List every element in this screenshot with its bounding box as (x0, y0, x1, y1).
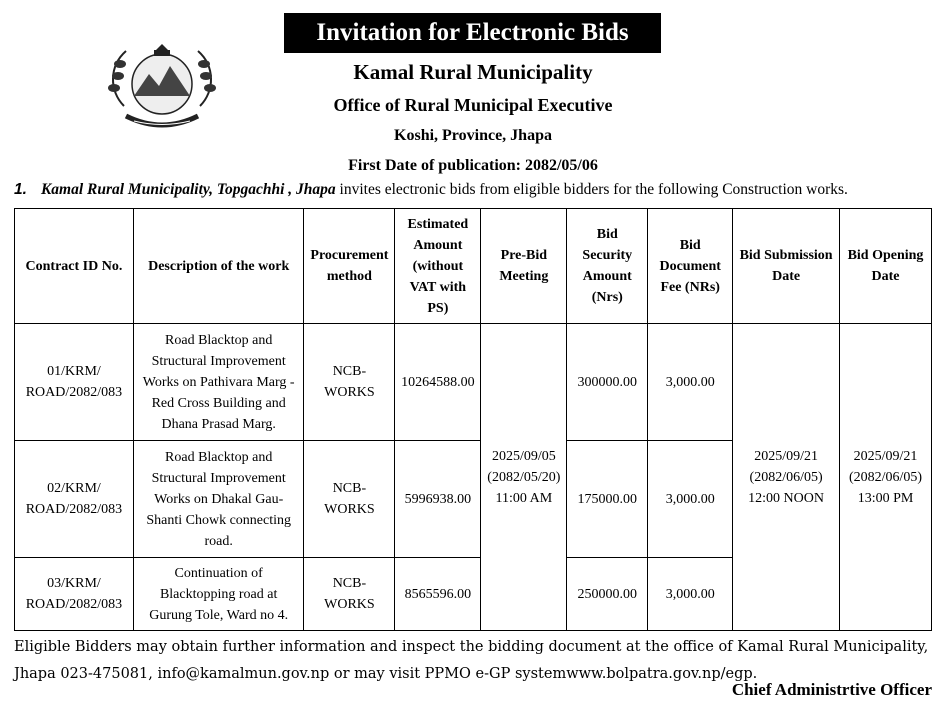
nepal-emblem-icon (104, 36, 220, 136)
description-cell: Road Blacktop and Structural Improvement Works on Pathivara Marg - Red Cross Building and Dhana Prasad Marg. (133, 324, 304, 441)
fee-cell: 3,000.00 (648, 441, 733, 558)
prebid-cell (481, 324, 567, 631)
method-cell: NCB-WORKS (304, 441, 395, 558)
amount-cell: 5996938.00 (395, 441, 481, 558)
opening-time: 13:00 PM (857, 490, 914, 506)
table-row (15, 324, 932, 441)
footer-note: Eligible Bidders may obtain further information and inspect the bidding document at the office of Kamal Rural Municipality, Jhapa 023-475081, info@kamalmun.gov.np or may visit PPMO e-GP systemwww.bolpatra.gov.np/egp. (14, 639, 929, 682)
office-name: Office of Rural Municipal Executive (333, 95, 613, 115)
address: Koshi, Province, Jhapa (394, 127, 552, 144)
header-fee: Bid Document Fee (NRs) (648, 209, 733, 324)
intro-paragraph (14, 181, 848, 199)
opening-date: 2025/09/21 (853, 448, 918, 464)
amount-cell: 10264588.00 (395, 324, 481, 441)
header-security: Bid Security Amount (Nrs) (567, 209, 648, 324)
page-title: Invitation for Electronic Bids (284, 13, 661, 53)
prebid-bs-date: (2082/05/20) (487, 469, 561, 485)
header-prebid: Pre-Bid Meeting (481, 209, 567, 324)
bids-table (14, 208, 932, 631)
opening-bs-date: (2082/06/05) (848, 469, 923, 485)
contract-id-cell: 03/KRM/ ROAD/2082/083 (15, 558, 134, 631)
intro-number: 1. (14, 181, 27, 198)
contract-id-cell: 01/KRM/ ROAD/2082/083 (15, 324, 134, 441)
publication-date: First Date of publication: 2082/05/06 (348, 157, 598, 174)
header-opening: Bid Opening Date (840, 209, 932, 324)
signature: Chief Administrtive Officer (731, 680, 932, 699)
fee-cell: 3,000.00 (648, 558, 733, 631)
contract-id-cell: 02/KRM/ ROAD/2082/083 (15, 441, 134, 558)
submission-time: 12:00 NOON (748, 490, 824, 506)
description-cell: Continuation of Blacktopping road at Gurung Tole, Ward no 4. (133, 558, 304, 631)
intro-text: invites electronic bids from eligible bidders for the following Construction works. (335, 181, 848, 198)
opening-cell (840, 324, 932, 631)
submission-date: 2025/09/21 (754, 448, 818, 464)
security-cell: 175000.00 (567, 441, 648, 558)
table-header-row (15, 209, 932, 324)
method-cell: NCB-WORKS (304, 324, 395, 441)
prebid-date: 2025/09/05 (491, 448, 556, 464)
security-cell: 300000.00 (567, 324, 648, 441)
method-cell: NCB-WORKS (304, 558, 395, 631)
intro-org: Kamal Rural Municipality, Topgachhi , Jhapa (40, 181, 336, 198)
header-method: Procurement method (304, 209, 395, 324)
fee-cell: 3,000.00 (648, 324, 733, 441)
security-cell: 250000.00 (567, 558, 648, 631)
municipality-name: Kamal Rural Municipality (353, 60, 593, 84)
header-submission: Bid Submission Date (733, 209, 840, 324)
prebid-time: 11:00 AM (495, 490, 553, 506)
header-contract-id: Contract ID No. (15, 209, 134, 324)
description-cell: Road Blacktop and Structural Improvement Works on Dhakal Gau-Shanti Chowk connecting road. (133, 441, 304, 558)
header-description: Description of the work (133, 209, 304, 324)
submission-bs-date: (2082/06/05) (749, 469, 823, 485)
amount-cell: 8565596.00 (395, 558, 481, 631)
header-amount: Estimated Amount (without VAT with PS) (395, 209, 481, 324)
submission-cell (733, 324, 840, 631)
